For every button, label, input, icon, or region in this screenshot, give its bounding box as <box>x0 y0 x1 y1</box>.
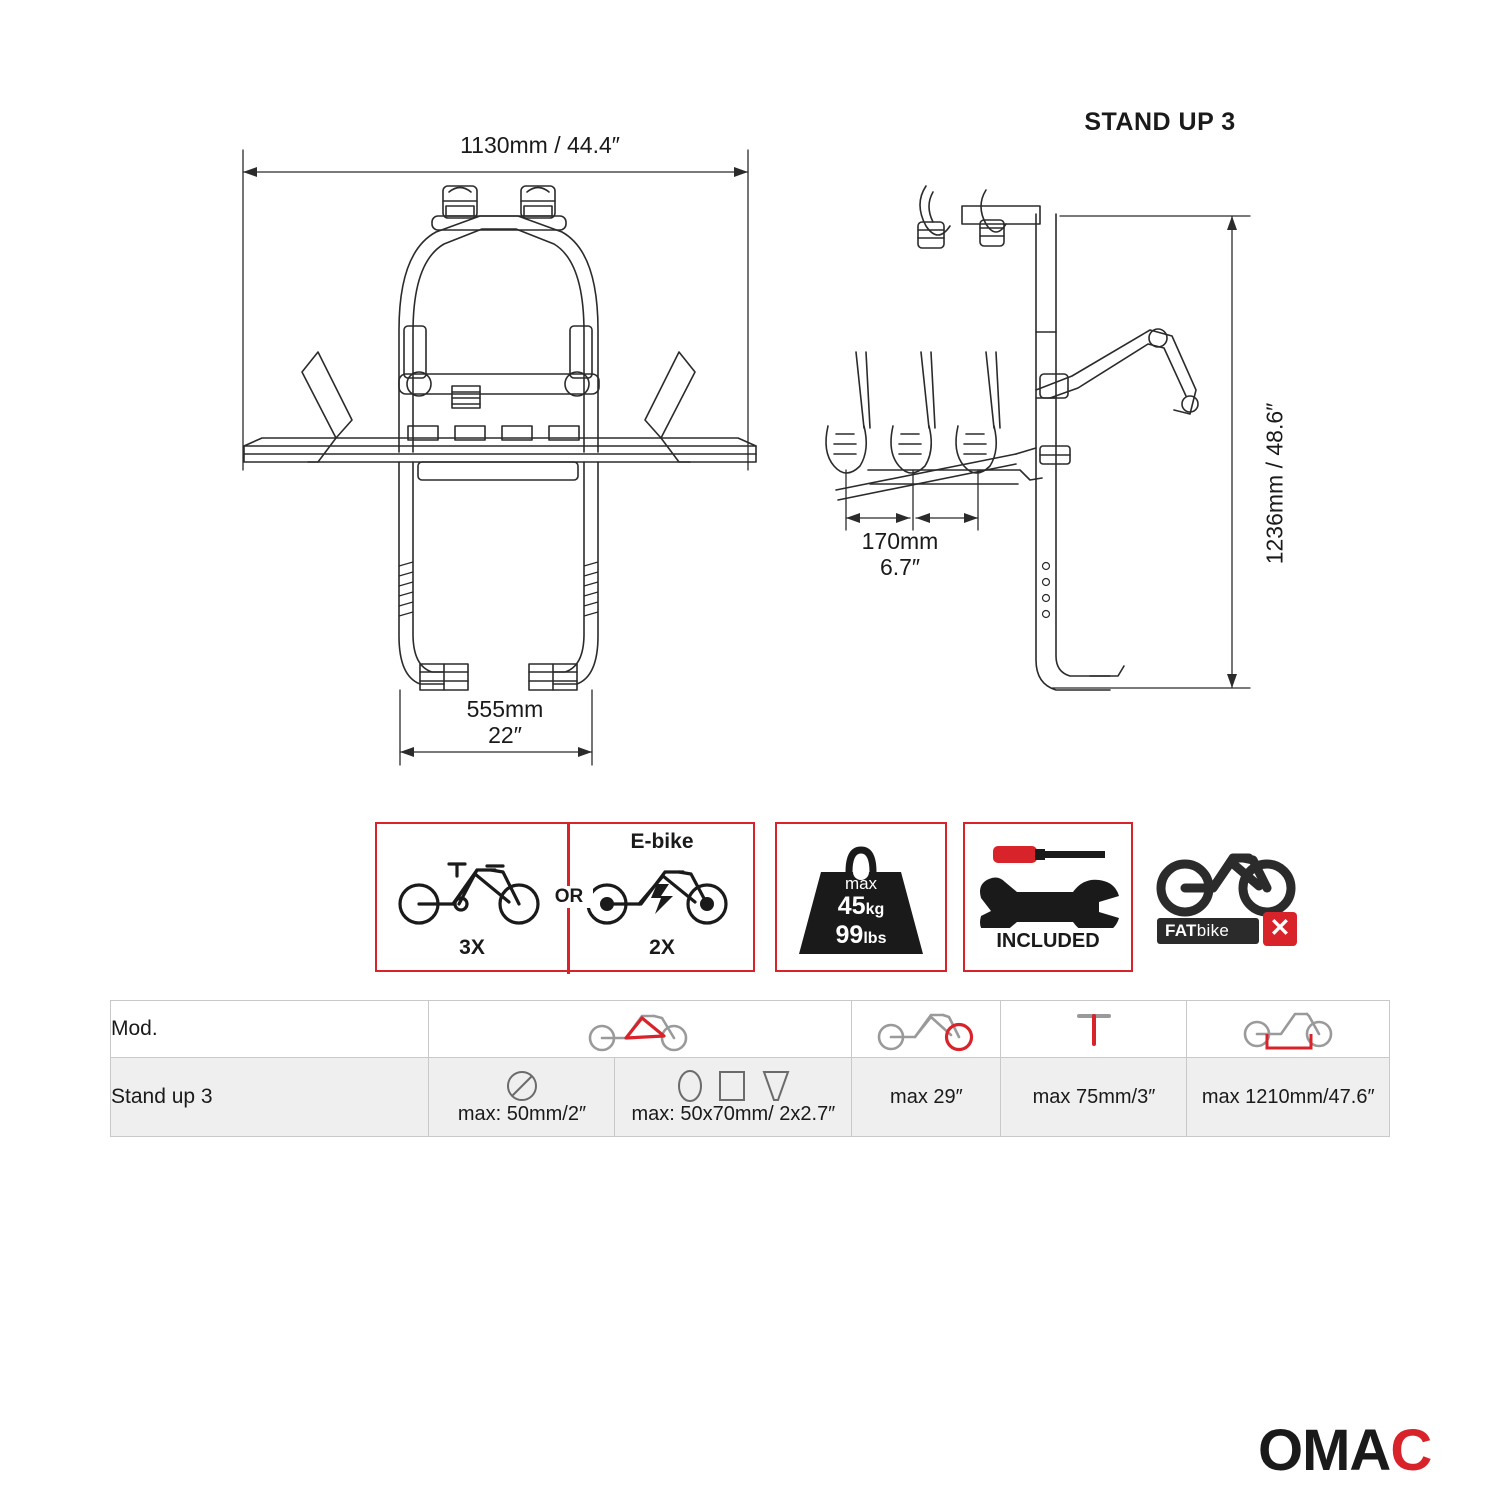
table-cell-tube-profile <box>615 1058 852 1137</box>
fatbike-badge <box>1157 918 1259 944</box>
bike-capacity-box <box>375 822 755 972</box>
dimension-width-label: 1130mm / 44.4″ <box>460 132 620 158</box>
dimension-spacing-label <box>790 528 1010 581</box>
or-label: OR <box>545 886 593 908</box>
table-header-wheel-icon-cell <box>852 1001 1001 1058</box>
bike-length-icon <box>1233 1006 1343 1052</box>
fatbike-cross-icon: ✕ <box>1263 912 1297 946</box>
weight-kg-value: 45 <box>837 892 866 920</box>
ebike-capacity-label: 2X <box>649 936 675 959</box>
table-cell-seatpost: max 75mm/3″ <box>1001 1058 1187 1137</box>
weight-kg-label <box>775 892 947 921</box>
table-header-row <box>111 1001 1390 1058</box>
weight-lbs-value: 99 <box>835 921 864 949</box>
dimension-spacing-mm: 170mm <box>861 528 939 554</box>
ebike-title: E-bike <box>630 830 694 853</box>
weight-kg-unit: kg <box>865 901 885 918</box>
bicycle-icon <box>391 854 553 926</box>
table-header-seatpost-icon-cell <box>1001 1001 1187 1058</box>
dimension-height-label: 1236mm / 48.6″ <box>1261 402 1288 565</box>
bike-wheel-icon <box>871 1006 981 1052</box>
weight-max-label: max <box>844 874 878 893</box>
tools-included-label: INCLUDED <box>996 930 1100 952</box>
table-cell-tube-diameter <box>429 1058 615 1137</box>
brand-logo <box>1258 1418 1432 1483</box>
table-header-frame-icon-cell <box>429 1001 852 1058</box>
brand-logo-part2: C <box>1390 1418 1432 1483</box>
bike-frame-icon <box>580 1006 700 1052</box>
table-cell-wheelbase: max 1210mm/47.6″ <box>1187 1058 1390 1137</box>
tools-icon <box>975 832 1125 928</box>
table-cell-tube-profile-text: max: 50x70mm/ 2x2.7″ <box>631 1102 836 1125</box>
dimension-depth-label <box>390 696 620 749</box>
dimension-depth-in: 22″ <box>488 722 522 749</box>
brand-logo-part1: OMA <box>1258 1418 1391 1483</box>
tube-profile-icon <box>658 1069 808 1103</box>
table-header-length-icon-cell <box>1187 1001 1390 1058</box>
table-model-name: Stand up 3 <box>111 1058 429 1137</box>
table-header-mod: Mod. <box>111 1001 429 1058</box>
fatbike-label-fat: FAT <box>1165 921 1197 940</box>
tube-diameter-icon <box>494 1069 550 1103</box>
table-cell-wheel-size: max 29″ <box>852 1058 1001 1137</box>
weight-lbs-unit: lbs <box>863 930 887 947</box>
bike-capacity-label: 3X <box>459 936 485 959</box>
dimension-depth-mm: 555mm <box>466 696 544 722</box>
weight-lbs-label <box>775 921 947 950</box>
seatpost-icon <box>1069 1006 1119 1052</box>
ebike-icon <box>579 858 741 928</box>
spec-table <box>110 1000 1390 1137</box>
fatbike-label-bike: bike <box>1196 921 1230 940</box>
table-cell-tube-diameter-text: max: 50mm/2″ <box>457 1102 587 1125</box>
dimension-spacing-in: 6.7″ <box>879 554 921 581</box>
page-title: STAND UP 3 <box>1084 108 1236 136</box>
table-data-row <box>111 1058 1390 1137</box>
